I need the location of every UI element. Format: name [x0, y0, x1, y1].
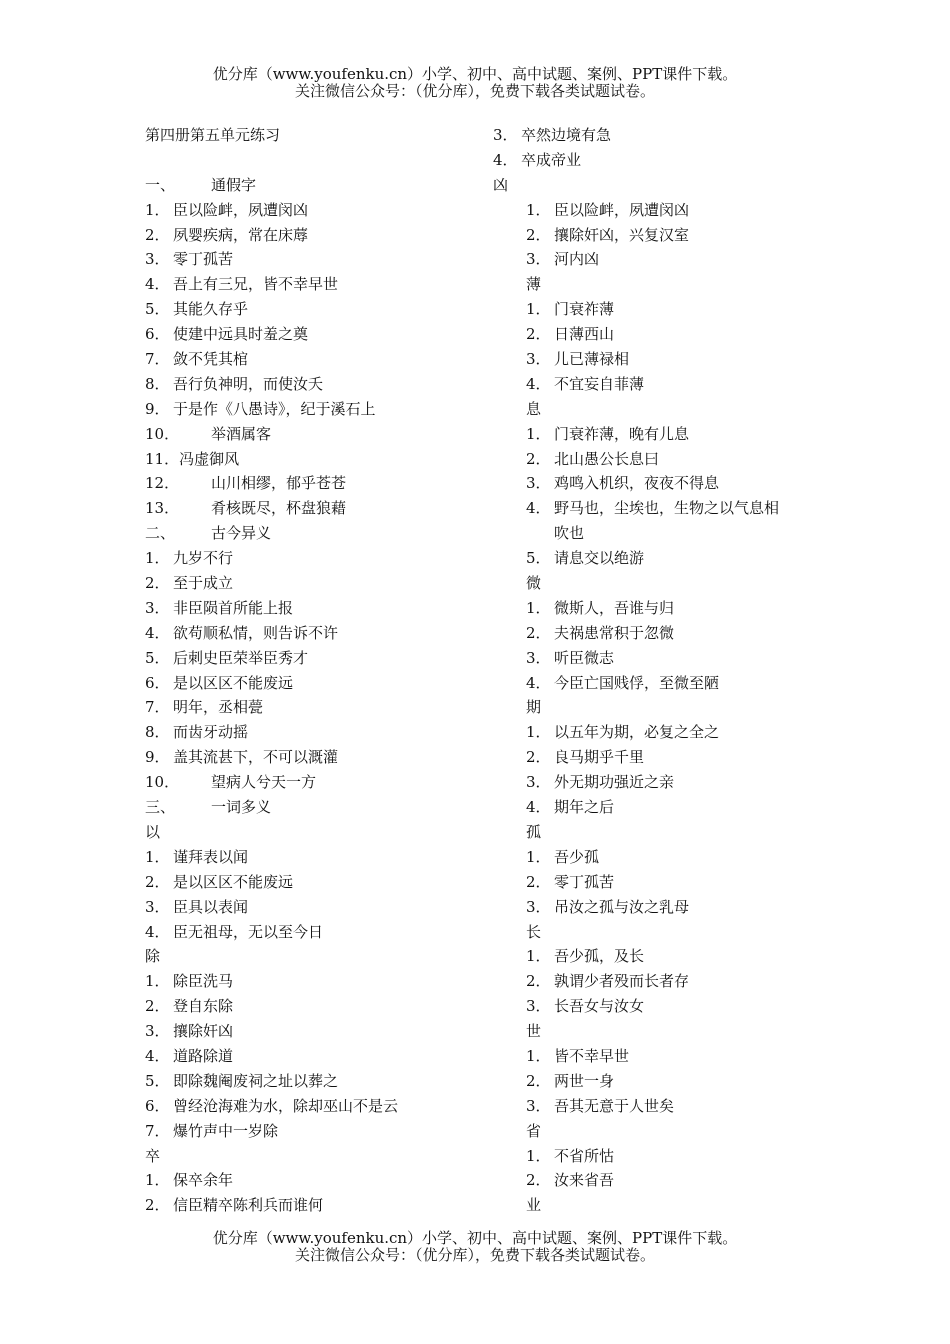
item-text: 敛不凭其棺: [173, 350, 249, 369]
item-text: 吾上有三兄，皆不幸早世: [173, 275, 339, 294]
item-number: 3．: [145, 897, 170, 916]
list-item: [493, 347, 823, 372]
item-number: 2．: [526, 225, 551, 244]
item-number: 6．: [145, 673, 170, 692]
list-item: [145, 447, 475, 472]
header-line-2: 关注微信公众号：（优分库），免费下载各类试题试卷。: [294, 82, 655, 100]
list-item: [493, 671, 823, 696]
item-number: 1．: [526, 947, 551, 966]
list-item: [145, 994, 475, 1019]
item-text: 外无期功强近之亲: [554, 773, 675, 792]
list-item: [493, 1069, 823, 1094]
item-text: 良马期乎千里: [554, 748, 645, 767]
item-text: 臣无祖母，无以至今日: [173, 922, 324, 941]
item-text: 攘除奸凶，兴复汉室: [554, 225, 690, 244]
term-heading: [493, 695, 823, 720]
header-line-1: 优分库（www.youfenku.cn）小学、初中、高中试题、案例、PPT课件下载。: [212, 65, 738, 83]
item-number: 1．: [526, 598, 551, 617]
item-text: 薄: [526, 275, 542, 294]
list-item: [145, 646, 475, 671]
item-number: 7．: [145, 1121, 170, 1140]
list-item: [145, 969, 475, 994]
list-item: [145, 1044, 475, 1069]
list-item: [493, 720, 823, 745]
item-text: 微斯人，吾谁与归: [554, 598, 675, 617]
item-number: 6．: [145, 1096, 170, 1115]
item-number: 3．: [526, 773, 551, 792]
list-item: [145, 347, 475, 372]
list-item-continuation: [493, 521, 823, 546]
list-item: [493, 297, 823, 322]
left-column: [145, 123, 475, 1218]
list-item: [145, 671, 475, 696]
item-text: 欲苟顺私情，则告诉不许: [173, 623, 339, 642]
item-text: 臣具以表闻: [173, 897, 249, 916]
item-text: 曾经沧海难为水，除却巫山不是云: [173, 1096, 399, 1115]
item-text: 望病人兮天一方: [211, 773, 317, 792]
section-heading: [145, 496, 475, 521]
item-text: 孰谓少者殁而长者存: [554, 972, 690, 991]
page-footer: [0, 1230, 950, 1264]
item-number: 3．: [526, 648, 551, 667]
term-heading: [145, 820, 475, 845]
item-text: 息: [526, 399, 542, 418]
item-text: 世: [526, 1022, 542, 1041]
item-number: 2．: [526, 748, 551, 767]
item-text: 除: [145, 947, 161, 966]
item-number: 1．: [526, 1046, 551, 1065]
item-text: 道路除道: [173, 1046, 234, 1065]
list-item: [493, 1168, 823, 1193]
blank-line: [145, 148, 475, 173]
list-item: [145, 870, 475, 895]
item-text: 登自东除: [173, 997, 234, 1016]
item-text: 冯虚御风: [179, 449, 240, 468]
item-number: 2．: [526, 972, 551, 991]
item-text: 今臣亡国贱俘，至微至陋: [554, 673, 720, 692]
footer-line-2: 关注微信公众号：（优分库），免费下载各类试题试卷。: [294, 1246, 655, 1264]
term-heading: [145, 944, 475, 969]
item-number: 4．: [145, 275, 170, 294]
list-item: [145, 695, 475, 720]
item-text: 吾其无意于人世矣: [554, 1096, 675, 1115]
list-item: [145, 745, 475, 770]
item-text: 期年之后: [554, 798, 615, 817]
item-text: 于是作《八愚诗》，纪于溪石上: [173, 399, 376, 418]
section-heading: [145, 521, 475, 546]
item-text: 即除魏阉废祠之址以葬之: [173, 1071, 339, 1090]
list-item: [493, 496, 823, 521]
term-heading: [493, 272, 823, 297]
item-text: 举酒属客: [211, 424, 272, 443]
item-number: 3．: [526, 250, 551, 269]
item-text: 夫祸患常积于忽微: [554, 623, 675, 642]
list-item: [493, 969, 823, 994]
item-text: 吾少孤: [554, 847, 600, 866]
page-header: [0, 66, 950, 100]
item-number: 7．: [145, 350, 170, 369]
item-text: 是以区区不能废远: [173, 872, 294, 891]
item-number: 1．: [145, 549, 170, 568]
item-text: 九岁不行: [173, 549, 234, 568]
term-heading: [493, 1193, 823, 1218]
item-text: 以五年为期，必复之全之: [554, 723, 720, 742]
item-number: 1．: [526, 200, 551, 219]
item-text: 门衰祚薄: [554, 300, 615, 319]
item-number: 7．: [145, 698, 170, 717]
list-item: [145, 546, 475, 571]
item-text: 请息交以绝游: [554, 549, 645, 568]
list-item: [493, 148, 823, 173]
item-text: 攘除奸凶: [173, 1022, 234, 1041]
item-text: 肴核既尽，杯盘狼藉: [211, 499, 347, 518]
item-number: 4．: [145, 1046, 170, 1065]
term-heading: [493, 173, 823, 198]
item-text: 吹也: [554, 524, 585, 543]
item-text: 汝来省吾: [554, 1171, 615, 1190]
item-text: 卒: [145, 1146, 161, 1165]
item-number: 3．: [526, 1096, 551, 1115]
item-text: 信臣精卒陈利兵而谁何: [173, 1196, 324, 1215]
item-number: 4．: [145, 623, 170, 642]
list-item: [145, 297, 475, 322]
list-item: [145, 198, 475, 223]
item-number: 一、: [145, 175, 176, 194]
list-item: [493, 123, 823, 148]
list-item: [145, 596, 475, 621]
item-number: 2．: [145, 225, 170, 244]
footer-line-1: 优分库（www.youfenku.cn）小学、初中、高中试题、案例、PPT课件下载。: [212, 1229, 738, 1247]
item-text: 明年，丞相甍: [173, 698, 264, 717]
item-text: 是以区区不能废远: [173, 673, 294, 692]
item-number: 2．: [526, 1171, 551, 1190]
item-number: 4．: [145, 922, 170, 941]
list-item: [493, 372, 823, 397]
item-text: 不宜妄自菲薄: [554, 374, 645, 393]
item-text: 谨拜表以闻: [173, 847, 249, 866]
term-heading: [493, 920, 823, 945]
item-number: 5．: [145, 300, 170, 319]
item-number: 6．: [145, 325, 170, 344]
section-heading: [145, 770, 475, 795]
item-text: 一词多义: [211, 798, 272, 817]
list-item: [493, 422, 823, 447]
item-number: 4．: [526, 374, 551, 393]
item-number: 13．: [145, 499, 180, 518]
list-item: [493, 944, 823, 969]
item-number: 3．: [493, 126, 518, 144]
item-text: 臣以险衅，夙遭闵凶: [554, 200, 690, 219]
item-number: 2．: [145, 574, 170, 593]
item-text: 皆不幸早世: [554, 1046, 630, 1065]
item-number: 3．: [526, 997, 551, 1016]
item-text: 鸡鸣入机织，夜夜不得息: [554, 474, 720, 493]
list-item: [145, 272, 475, 297]
list-item: [493, 646, 823, 671]
list-item: [145, 223, 475, 248]
item-text: 而齿牙动摇: [173, 723, 249, 742]
item-number: 1．: [526, 723, 551, 742]
item-text: 以: [145, 822, 161, 841]
term-heading: [493, 1019, 823, 1044]
list-item: [493, 322, 823, 347]
item-number: 12．: [145, 474, 180, 493]
item-text: 业: [526, 1196, 542, 1215]
list-item: [493, 870, 823, 895]
item-text: 山川相缪，郁乎苍苍: [211, 474, 347, 493]
item-text: 保卒余年: [173, 1171, 234, 1190]
list-item: [493, 447, 823, 472]
list-item: [145, 1193, 475, 1218]
list-item: [493, 198, 823, 223]
list-item: [145, 920, 475, 945]
term-heading: [145, 1144, 475, 1169]
item-number: 8．: [145, 374, 170, 393]
item-text: 通假字: [211, 175, 257, 194]
item-text: 至于成立: [173, 574, 234, 593]
list-item: [493, 745, 823, 770]
item-text: 后刺史臣荣举臣秀才: [173, 648, 309, 667]
item-text: 孤: [526, 822, 542, 841]
list-item: [493, 895, 823, 920]
list-item: [493, 1044, 823, 1069]
item-text: 听臣微志: [554, 648, 615, 667]
item-number: 1．: [145, 847, 170, 866]
item-number: 4．: [526, 673, 551, 692]
item-text: 长: [526, 922, 542, 941]
list-item: [493, 546, 823, 571]
item-number: 2．: [526, 872, 551, 891]
list-item: [145, 720, 475, 745]
term-heading: [493, 820, 823, 845]
list-item: [145, 1019, 475, 1044]
item-number: 5．: [145, 648, 170, 667]
item-text: 卒然边境有急: [521, 126, 612, 144]
section-heading: [145, 173, 475, 198]
item-number: 2．: [145, 997, 170, 1016]
item-text: 第四册第五单元练习: [145, 126, 281, 144]
item-number: 1．: [526, 424, 551, 443]
item-number: 1．: [526, 1146, 551, 1165]
item-text: 其能久存乎: [173, 300, 249, 319]
item-number: 2．: [526, 623, 551, 642]
list-item: [493, 596, 823, 621]
item-text: 零丁孤苦: [173, 250, 234, 269]
list-item: [145, 845, 475, 870]
list-item: [145, 1094, 475, 1119]
item-text: 门衰祚薄，晚有儿息: [554, 424, 690, 443]
item-text: 北山愚公长息曰: [554, 449, 660, 468]
item-number: 1．: [526, 847, 551, 866]
item-text: 省: [526, 1121, 542, 1140]
item-number: 4．: [493, 150, 518, 169]
item-text: 非臣陨首所能上报: [173, 598, 294, 617]
list-item: [145, 1168, 475, 1193]
list-item: [145, 895, 475, 920]
list-item: [493, 223, 823, 248]
list-item: [145, 621, 475, 646]
item-number: 5．: [145, 1071, 170, 1090]
list-item: [145, 322, 475, 347]
item-number: 3．: [526, 474, 551, 493]
list-item: [493, 247, 823, 272]
item-number: 1．: [526, 300, 551, 319]
item-text: 微: [526, 574, 542, 593]
list-item: [145, 1069, 475, 1094]
right-column: [493, 123, 823, 1218]
item-text: 爆竹声中一岁除: [173, 1121, 279, 1140]
item-text: 两世一身: [554, 1071, 615, 1090]
item-number: 2．: [526, 449, 551, 468]
item-text: 零丁孤苦: [554, 872, 615, 891]
list-item: [145, 571, 475, 596]
list-item: [145, 372, 475, 397]
list-item: [493, 621, 823, 646]
list-item: [493, 795, 823, 820]
item-number: 8．: [145, 723, 170, 742]
item-number: 4．: [526, 499, 551, 518]
item-number: 三、: [145, 798, 176, 817]
item-number: 4．: [526, 798, 551, 817]
term-heading: [493, 571, 823, 596]
list-item: [493, 1094, 823, 1119]
item-text: 野马也，尘埃也，生物之以气息相: [554, 499, 780, 518]
item-number: 3．: [145, 1022, 170, 1041]
item-number: 2．: [526, 1071, 551, 1090]
item-text: 古今异义: [211, 524, 272, 543]
item-number: 1．: [145, 1171, 170, 1190]
item-text: 河内凶: [554, 250, 600, 269]
item-text: 长吾女与汝女: [554, 997, 645, 1016]
item-number: 2．: [145, 1196, 170, 1215]
item-number: 2．: [145, 872, 170, 891]
item-text: 期: [526, 698, 542, 717]
item-number: 10．: [145, 773, 180, 792]
item-text: 使建中远具时羞之奠: [173, 325, 309, 344]
section-heading: [145, 422, 475, 447]
item-text: 卒成帝业: [521, 150, 582, 169]
list-item: [493, 1144, 823, 1169]
item-number: 10．: [145, 424, 180, 443]
item-number: 3．: [526, 350, 551, 369]
item-number: 9．: [145, 399, 170, 418]
item-number: 2．: [526, 325, 551, 344]
list-item: [493, 994, 823, 1019]
term-heading: [493, 397, 823, 422]
term-heading: [493, 1119, 823, 1144]
list-item: [145, 1119, 475, 1144]
item-text: 凶: [493, 175, 509, 194]
list-item: [493, 770, 823, 795]
item-text: 吾行负神明，而使汝夭: [173, 374, 324, 393]
item-number: 3．: [145, 598, 170, 617]
item-text: 吊汝之孤与汝之乳母: [554, 897, 690, 916]
item-text: 儿已薄禄相: [554, 350, 630, 369]
item-number: 11．: [145, 449, 180, 468]
item-number: 3．: [145, 250, 170, 269]
list-item: [145, 247, 475, 272]
list-item: [493, 471, 823, 496]
item-text: 吾少孤，及长: [554, 947, 645, 966]
item-text: 臣以险衅，夙遭闵凶: [173, 200, 309, 219]
list-item: [493, 845, 823, 870]
item-number: 5．: [526, 549, 551, 568]
item-text: 盖其流甚下，不可以溉灌: [173, 748, 339, 767]
section-heading: [145, 795, 475, 820]
item-number: 9．: [145, 748, 170, 767]
section-heading: [145, 471, 475, 496]
item-number: 二、: [145, 524, 176, 543]
item-number: 3．: [526, 897, 551, 916]
page-title: [145, 123, 475, 148]
list-item: [145, 397, 475, 422]
item-text: 除臣洗马: [173, 972, 234, 991]
item-text: 不省所怙: [554, 1146, 615, 1165]
item-text: 日薄西山: [554, 325, 615, 344]
item-text: 夙婴疾病，常在床蓐: [173, 225, 309, 244]
item-number: 1．: [145, 972, 170, 991]
item-number: 1．: [145, 200, 170, 219]
